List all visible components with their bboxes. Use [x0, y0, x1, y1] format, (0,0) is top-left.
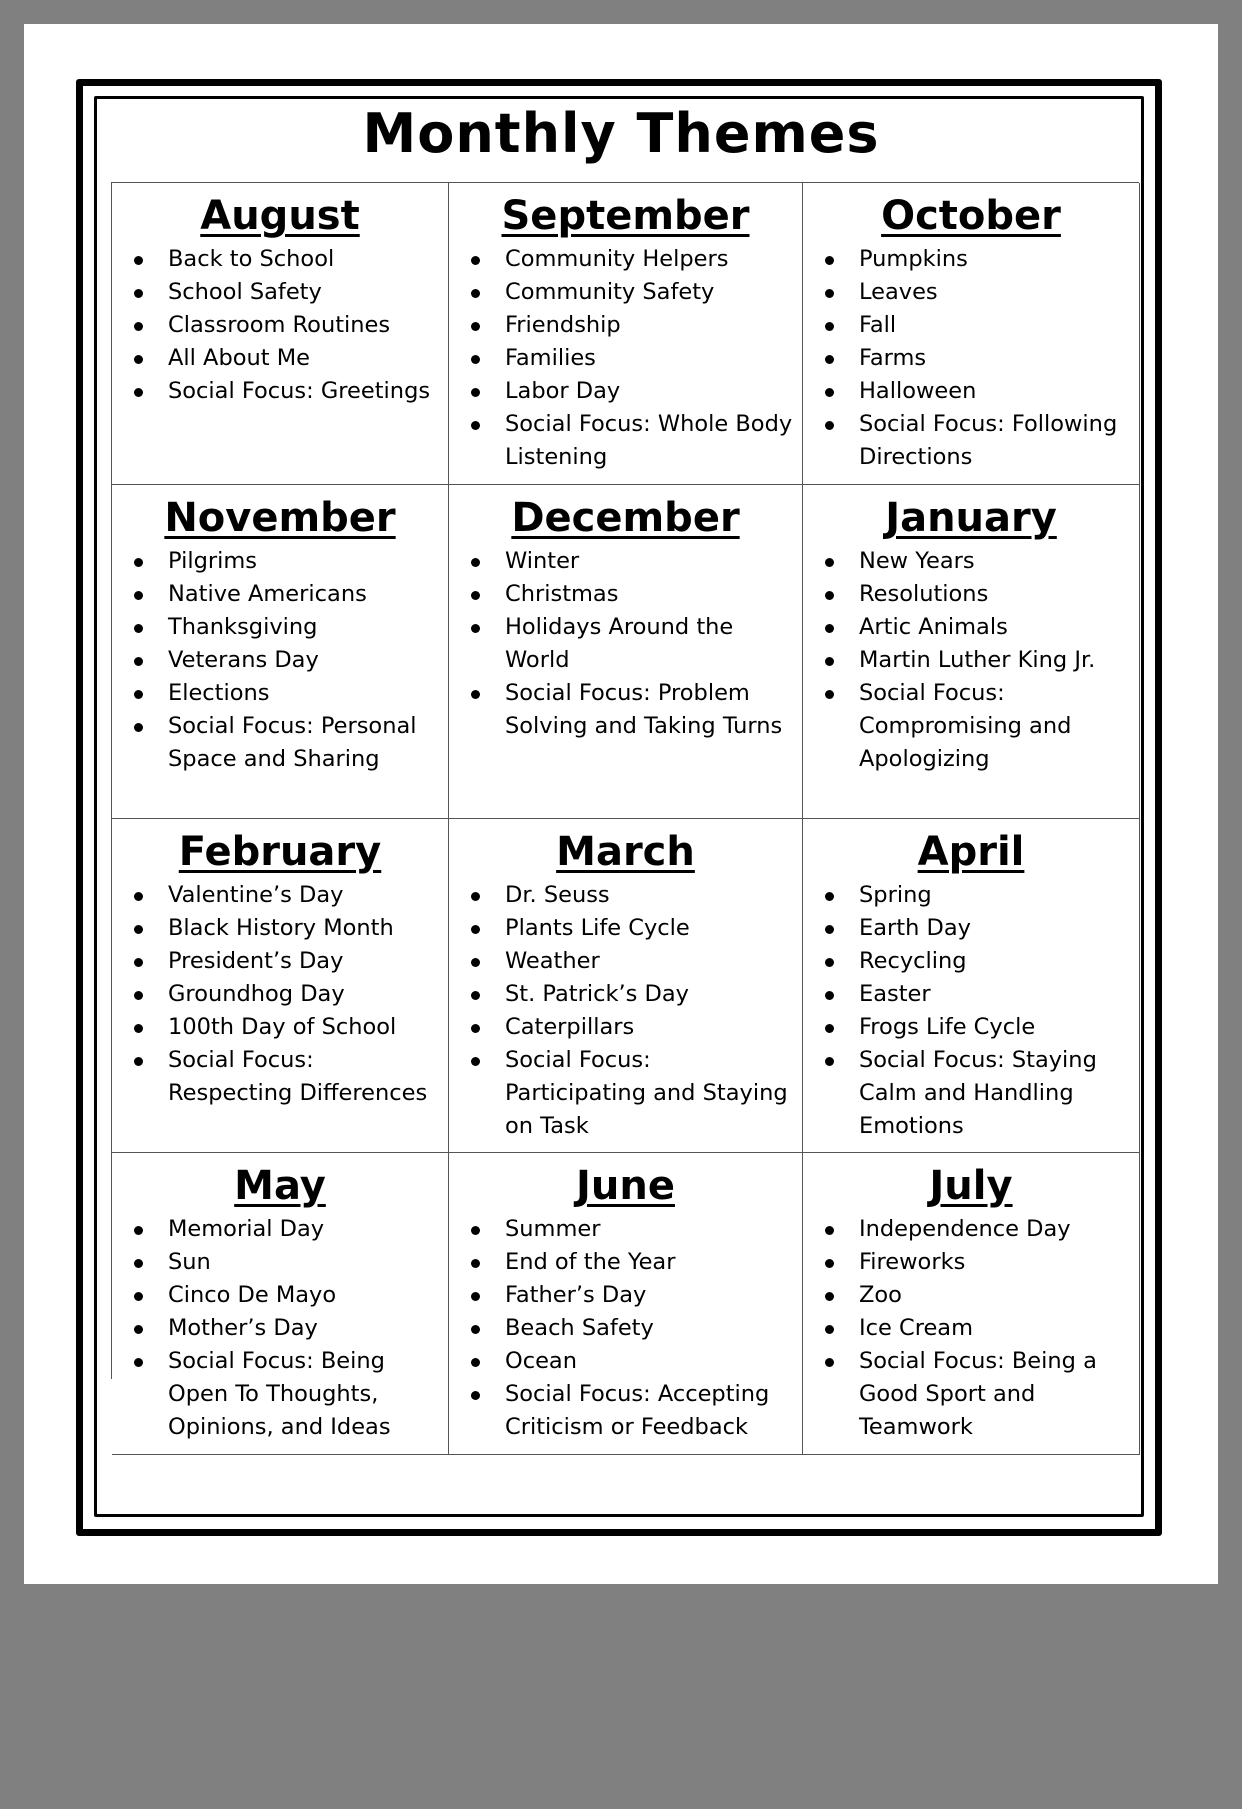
- month-heading: January: [885, 495, 1057, 541]
- theme-item: Winter: [505, 545, 794, 578]
- month-cell-february: [112, 819, 449, 1153]
- theme-item: Dr. Seuss: [505, 879, 794, 912]
- theme-item: Artic Animals: [859, 611, 1131, 644]
- theme-list: [811, 545, 1131, 776]
- theme-item: President’s Day: [168, 945, 440, 978]
- month-cell-june: [449, 1153, 803, 1455]
- theme-item: Pilgrims: [168, 545, 440, 578]
- theme-item: Fall: [859, 309, 1131, 342]
- month-heading: April: [917, 829, 1025, 875]
- theme-item: St. Patrick’s Day: [505, 978, 794, 1011]
- theme-item: Independence Day: [859, 1213, 1131, 1246]
- theme-item: Thanksgiving: [168, 611, 440, 644]
- theme-item: Social Focus: Respecting Differences: [168, 1044, 440, 1110]
- theme-item: Halloween: [859, 375, 1131, 408]
- theme-item: Spring: [859, 879, 1131, 912]
- theme-item: All About Me: [168, 342, 440, 375]
- theme-item: Social Focus: Being Open To Thoughts, Opinions, and Ideas: [168, 1345, 440, 1444]
- theme-item: Plants Life Cycle: [505, 912, 794, 945]
- theme-item: Classroom Routines: [168, 309, 440, 342]
- theme-item: Beach Safety: [505, 1312, 794, 1345]
- month-cell-july: [803, 1153, 1140, 1455]
- theme-list: [811, 243, 1131, 474]
- theme-item: Resolutions: [859, 578, 1131, 611]
- theme-item: Social Focus: Greetings: [168, 375, 440, 408]
- theme-item: Social Focus: Whole Body Listening: [505, 408, 794, 474]
- theme-item: Back to School: [168, 243, 440, 276]
- theme-list: [811, 879, 1131, 1143]
- month-heading: May: [234, 1163, 326, 1209]
- theme-item: Black History Month: [168, 912, 440, 945]
- month-cell-october: [803, 183, 1140, 485]
- month-heading: March: [556, 829, 695, 875]
- month-cell-march: [449, 819, 803, 1153]
- theme-item: Social Focus: Problem Solving and Taking Turns: [505, 677, 794, 743]
- theme-item: Social Focus: Compromising and Apologizing: [859, 677, 1131, 776]
- theme-item: Caterpillars: [505, 1011, 794, 1044]
- month-heading: November: [164, 495, 396, 541]
- theme-item: Pumpkins: [859, 243, 1131, 276]
- theme-item: Social Focus: Personal Space and Sharing: [168, 710, 440, 776]
- month-heading: August: [200, 193, 360, 239]
- theme-list: [120, 545, 440, 776]
- theme-item: Leaves: [859, 276, 1131, 309]
- month-heading: September: [501, 193, 750, 239]
- theme-item: Community Helpers: [505, 243, 794, 276]
- theme-item: Labor Day: [505, 375, 794, 408]
- theme-item: Sun: [168, 1246, 440, 1279]
- theme-item: Social Focus: Participating and Staying on Task: [505, 1044, 794, 1143]
- theme-item: Social Focus: Following Directions: [859, 408, 1131, 474]
- theme-item: Mother’s Day: [168, 1312, 440, 1345]
- theme-item: Holidays Around the World: [505, 611, 794, 677]
- theme-item: Native Americans: [168, 578, 440, 611]
- theme-item: Groundhog Day: [168, 978, 440, 1011]
- month-heading: July: [929, 1163, 1013, 1209]
- theme-item: Easter: [859, 978, 1131, 1011]
- theme-item: Weather: [505, 945, 794, 978]
- theme-item: Veterans Day: [168, 644, 440, 677]
- theme-item: New Years: [859, 545, 1131, 578]
- month-cell-april: [803, 819, 1140, 1153]
- month-grid: [111, 182, 1139, 1440]
- theme-item: Social Focus: Staying Calm and Handling Emotions: [859, 1044, 1131, 1143]
- theme-item: Farms: [859, 342, 1131, 375]
- theme-item: Frogs Life Cycle: [859, 1011, 1131, 1044]
- theme-item: Summer: [505, 1213, 794, 1246]
- theme-item: Recycling: [859, 945, 1131, 978]
- theme-item: Cinco De Mayo: [168, 1279, 440, 1312]
- theme-list: [457, 243, 794, 474]
- theme-item: Community Safety: [505, 276, 794, 309]
- theme-item: Ocean: [505, 1345, 794, 1378]
- page-title: Monthly Themes: [362, 102, 880, 165]
- month-heading: June: [576, 1163, 675, 1209]
- theme-item: Ice Cream: [859, 1312, 1131, 1345]
- theme-item: Social Focus: Being a Good Sport and Teamwork: [859, 1345, 1131, 1444]
- theme-item: Zoo: [859, 1279, 1131, 1312]
- theme-list: [457, 1213, 794, 1444]
- month-cell-january: [803, 485, 1140, 819]
- theme-item: Martin Luther King Jr.: [859, 644, 1131, 677]
- theme-list: [457, 545, 794, 743]
- theme-item: Social Focus: Accepting Criticism or Feedback: [505, 1378, 794, 1444]
- month-cell-december: [449, 485, 803, 819]
- month-heading: December: [511, 495, 740, 541]
- theme-item: Earth Day: [859, 912, 1131, 945]
- theme-item: Valentine’s Day: [168, 879, 440, 912]
- theme-item: 100th Day of School: [168, 1011, 440, 1044]
- theme-list: [457, 879, 794, 1143]
- theme-list: [811, 1213, 1131, 1444]
- theme-item: Fireworks: [859, 1246, 1131, 1279]
- theme-item: Friendship: [505, 309, 794, 342]
- month-heading: February: [178, 829, 382, 875]
- theme-list: [120, 243, 440, 408]
- month-heading: October: [881, 193, 1061, 239]
- theme-item: Families: [505, 342, 794, 375]
- theme-item: Elections: [168, 677, 440, 710]
- month-cell-may: [112, 1153, 449, 1455]
- theme-list: [120, 879, 440, 1110]
- theme-item: Father’s Day: [505, 1279, 794, 1312]
- theme-item: Christmas: [505, 578, 794, 611]
- month-cell-september: [449, 183, 803, 485]
- month-cell-august: [112, 183, 449, 485]
- document-page: [24, 24, 1218, 1584]
- theme-item: Memorial Day: [168, 1213, 440, 1246]
- month-cell-november: [112, 485, 449, 819]
- theme-item: School Safety: [168, 276, 440, 309]
- theme-item: End of the Year: [505, 1246, 794, 1279]
- theme-list: [120, 1213, 440, 1444]
